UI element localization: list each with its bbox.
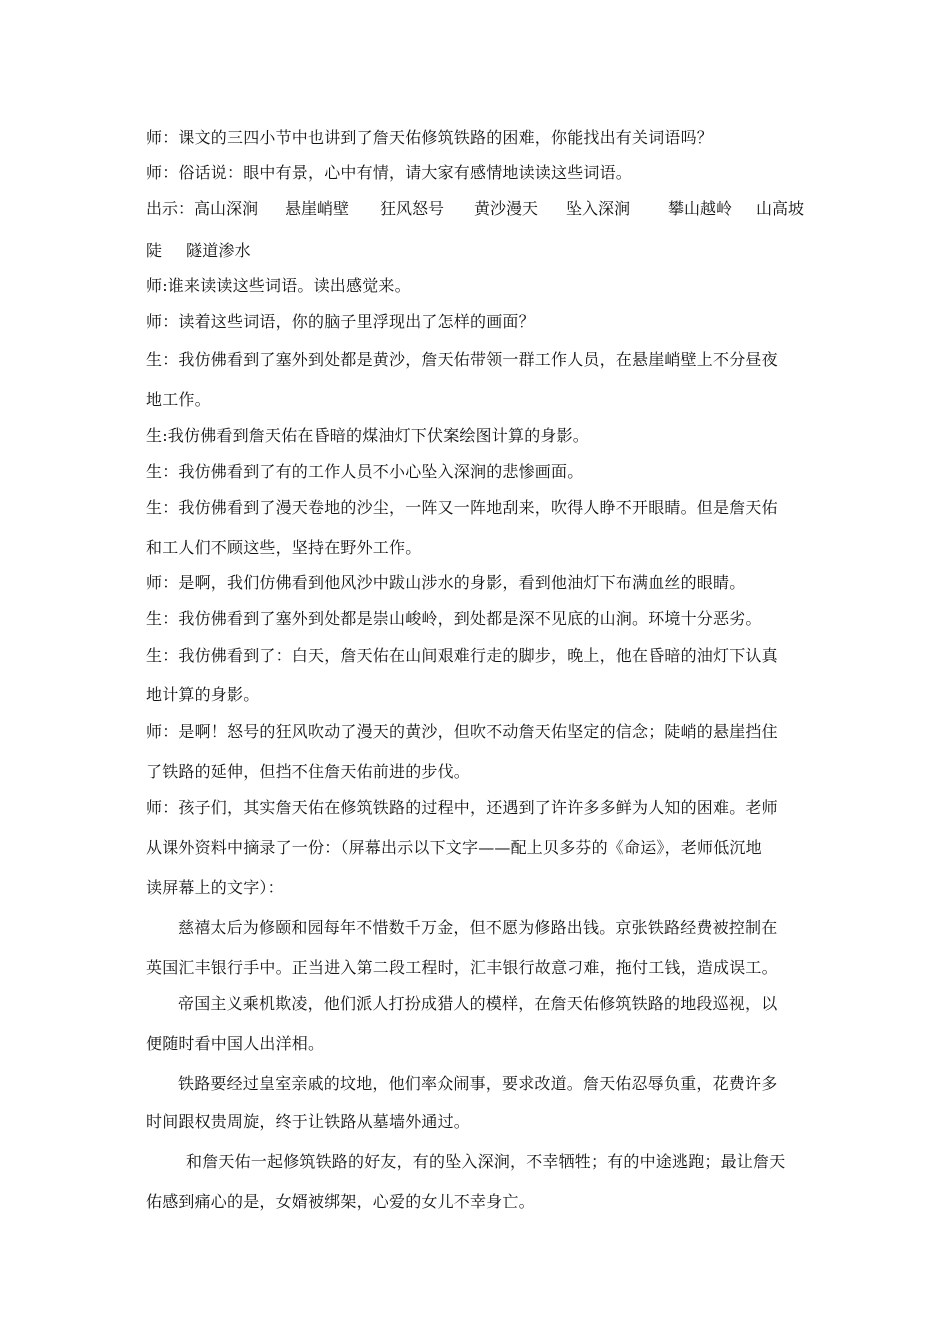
paragraph-line: 师：读着这些词语，你的脑子里浮现出了怎样的画面？ [146, 312, 535, 331]
quote-line: 佑感到痛心的是，女婿被绑架，心爱的女儿不幸身亡。 [146, 1192, 535, 1211]
word-item: 狂风怒号 [380, 199, 445, 218]
paragraph-line: 和工人们不顾这些，坚持在野外工作。 [146, 538, 422, 557]
quote-line: 和詹天佑一起修筑铁路的好友，有的坠入深涧，不幸牺牲；有的中途逃跑；最让詹天 [186, 1152, 786, 1171]
paragraph-line: 了铁路的延伸，但挡不住詹天佑前进的步伐。 [146, 762, 471, 781]
quote-line: 帝国主义乘机欺凌，他们派人打扮成猎人的模样，在詹天佑修筑铁路的地段巡视，以 [178, 994, 778, 1013]
paragraph-line: 生:我仿佛看到詹天佑在昏暗的煤油灯下伏案绘图计算的身影。 [146, 426, 589, 445]
word-item: 山高坡 [756, 199, 805, 218]
paragraph-line: 师：是啊，我们仿佛看到他风沙中跋山涉水的身影，看到他油灯下布满血丝的眼睛。 [146, 573, 746, 592]
word-item: 出示：高山深涧 [146, 199, 259, 218]
quote-line: 便随时看中国人出洋相。 [146, 1034, 325, 1053]
paragraph-line: 地工作。 [146, 390, 211, 409]
quote-line: 慈禧太后为修颐和园每年不惜数千万金，但不愿为修路出钱。京张铁路经费被控制在 [178, 918, 778, 937]
paragraph-line: 生：我仿佛看到了塞外到处都是黄沙，詹天佑带领一群工作人员，在悬崖峭壁上不分昼夜 [146, 350, 778, 369]
quote-line: 铁路要经过皇室亲戚的坟地，他们率众闹事，要求改道。詹天佑忍辱负重，花费许多 [178, 1074, 778, 1093]
word-item: 隧道渗水 [186, 241, 251, 260]
paragraph-line: 生：我仿佛看到了有的工作人员不小心坠入深涧的悲惨画面。 [146, 462, 584, 481]
paragraph-line: 陡 [146, 241, 163, 260]
paragraph-line: 生：我仿佛看到了塞外到处都是崇山峻岭，到处都是深不见底的山涧。环境十分恶劣。 [146, 609, 762, 628]
quote-line: 英国汇丰银行手中。正当进入第二段工程时，汇丰银行故意刁难，拖付工钱，造成误工。 [146, 958, 778, 977]
word-item: 悬崖峭壁 [285, 199, 350, 218]
paragraph-line: 生：我仿佛看到了漫天卷地的沙尘，一阵又一阵地刮来，吹得人睁不开眼睛。但是詹天佑 [146, 498, 778, 517]
word-item: 黄沙漫天 [474, 199, 539, 218]
paragraph-line: 师:谁来读读这些词语。读出感觉来。 [146, 276, 411, 295]
word-item: 攀山越岭 [668, 199, 733, 218]
paragraph-line: 师：课文的三四小节中也讲到了詹天佑修筑铁路的困难，你能找出有关词语吗？ [146, 128, 714, 147]
paragraph-line: 从课外资料中摘录了一份：（屏幕出示以下文字——配上贝多芬的《命运》，老师低沉地 [146, 838, 762, 857]
paragraph-line: 地计算的身影。 [146, 685, 260, 704]
paragraph-line: 师：孩子们，其实詹天佑在修筑铁路的过程中，还遇到了许许多多鲜为人知的困难。老师 [146, 798, 778, 817]
paragraph-line: 师：是啊！怒号的狂风吹动了漫天的黄沙，但吹不动詹天佑坚定的信念；陡峭的悬崖挡住 [146, 722, 778, 741]
word-item: 坠入深涧 [566, 199, 631, 218]
word-list [146, 199, 816, 221]
paragraph-line: 师：俗话说：眼中有景，心中有情，请大家有感情地读读这些词语。 [146, 163, 633, 182]
paragraph-line: 读屏幕上的文字）： [146, 878, 284, 897]
quote-line: 时间跟权贵周旋，终于让铁路从墓墙外通过。 [146, 1112, 471, 1131]
paragraph-line: 生：我仿佛看到了：白天，詹天佑在山间艰难行走的脚步，晚上，他在昏暗的油灯下认真 [146, 646, 778, 665]
